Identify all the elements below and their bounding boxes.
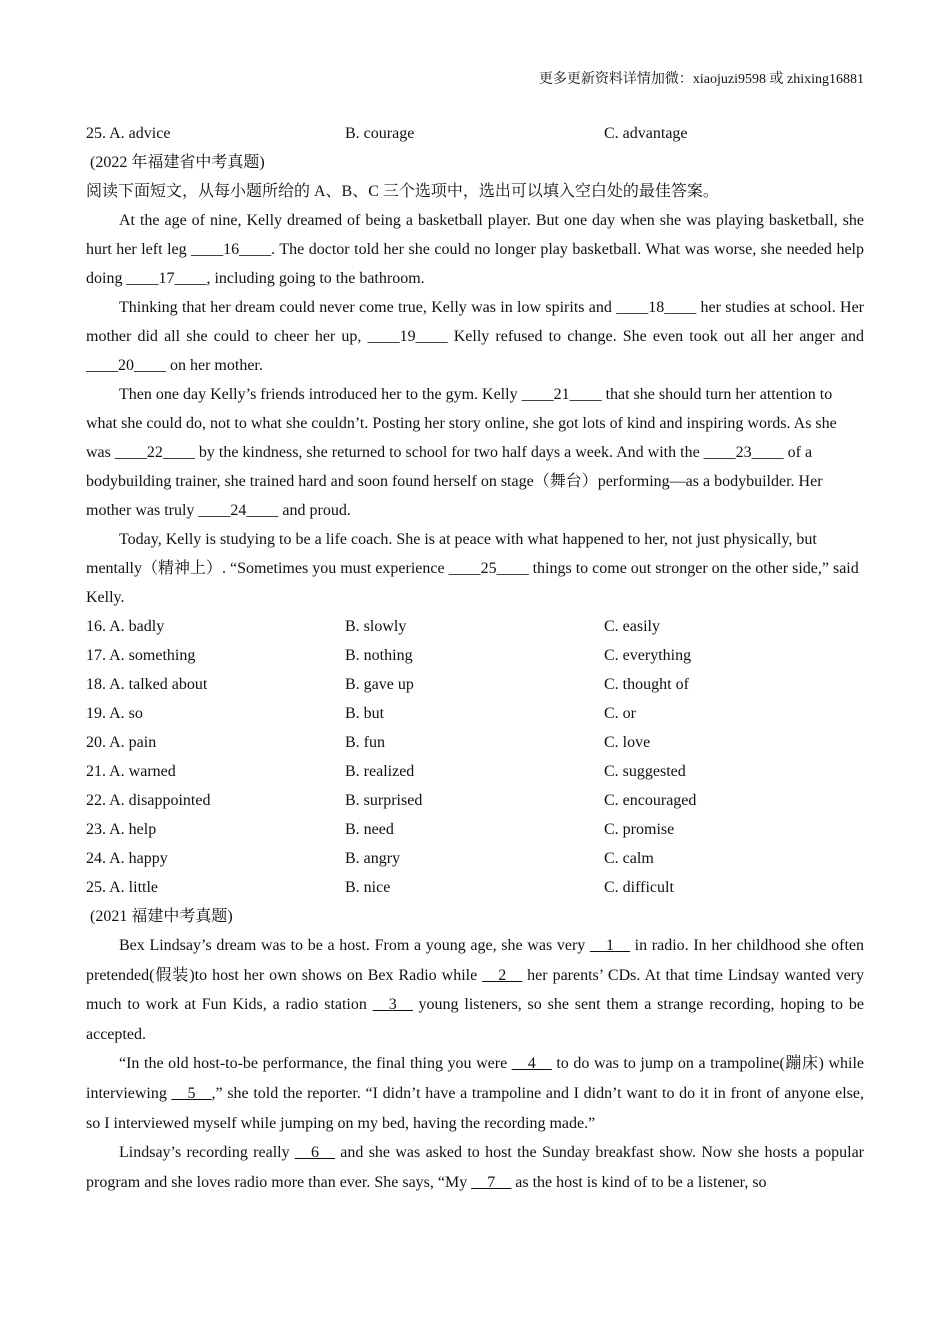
option-row bbox=[86, 119, 864, 148]
option-b: B. need bbox=[345, 821, 394, 838]
option-a: 16. A. badly bbox=[86, 618, 165, 635]
option-b: B. fun bbox=[345, 734, 385, 751]
source-note: (2022 年福建省中考真题) bbox=[90, 154, 265, 171]
passage-text: young listeners, so she sent them a strange recording, hoping to be accepted. bbox=[86, 996, 864, 1043]
option-b: B. angry bbox=[345, 850, 401, 867]
option-b: B. surprised bbox=[345, 792, 423, 809]
option-b: B. realized bbox=[345, 763, 415, 780]
option-b: B. gave up bbox=[345, 676, 414, 693]
passage-paragraph bbox=[86, 1049, 864, 1138]
option-a: 20. A. pain bbox=[86, 734, 157, 751]
option-a: 17. A. something bbox=[86, 647, 196, 664]
option-c: C. thought of bbox=[604, 676, 689, 693]
option-a: 25. A. advice bbox=[86, 125, 171, 142]
option-c: C. love bbox=[604, 734, 651, 751]
passage-text: ,” she told the reporter. “I didn’t have a trampoline and I didn’t want to do it in front of anyone else, so I interviewed myself while jumping on my bed, having the recording made.” bbox=[86, 1084, 864, 1132]
option-row bbox=[86, 815, 864, 844]
option-c: C. advantage bbox=[604, 125, 688, 142]
option-c: C. difficult bbox=[604, 879, 674, 896]
option-row bbox=[86, 728, 864, 757]
passage-paragraph bbox=[86, 1138, 864, 1197]
page-content bbox=[86, 119, 864, 1197]
option-row bbox=[86, 641, 864, 670]
option-b: B. nice bbox=[345, 879, 391, 896]
answer-blank: __3__ bbox=[372, 996, 413, 1014]
answer-blank: __5__ bbox=[171, 1084, 212, 1102]
option-a: 24. A. happy bbox=[86, 850, 168, 867]
passage-paragraph: Thinking that her dream could never come true, Kelly was in low spirits and ____18____ her studies at school. Her mother did all she could to cheer her up, ____19____ Kelly refused to change. She even took out all her anger and ____20____ on her mother. bbox=[86, 299, 864, 374]
answer-blank: __6__ bbox=[294, 1144, 335, 1162]
passage-text: Bex Lindsay’s dream was to be a host. From a young age, she was very bbox=[119, 937, 590, 954]
option-c: C. encouraged bbox=[604, 792, 697, 809]
passage-paragraph bbox=[86, 931, 864, 1049]
option-row bbox=[86, 757, 864, 786]
option-a: 22. A. disappointed bbox=[86, 792, 211, 809]
option-b: B. but bbox=[345, 705, 385, 722]
option-a: 23. A. help bbox=[86, 821, 157, 838]
answer-blank: __1__ bbox=[589, 937, 630, 954]
option-row bbox=[86, 786, 864, 815]
answer-blank: __4__ bbox=[511, 1055, 552, 1073]
option-a: 19. A. so bbox=[86, 705, 143, 722]
option-a: 18. A. talked about bbox=[86, 676, 208, 693]
option-row bbox=[86, 844, 864, 873]
option-b: B. slowly bbox=[345, 618, 407, 635]
option-c: C. promise bbox=[604, 821, 675, 838]
source-note: (2021 福建中考真题) bbox=[90, 908, 233, 925]
option-b: B. courage bbox=[345, 125, 415, 142]
page-header: 更多更新资料详情加微：xiaojuzi9598 或 zhixing16881 bbox=[538, 72, 864, 87]
option-row bbox=[86, 612, 864, 641]
option-row bbox=[86, 670, 864, 699]
option-b: B. nothing bbox=[345, 647, 413, 664]
passage-text: to do was to jump on a trampoline(蹦床) while interviewing bbox=[86, 1055, 864, 1102]
passage-text: in radio. In her childhood she often pretended(假装)to host her own shows on Bex Radio while bbox=[86, 937, 864, 984]
option-c: C. easily bbox=[604, 618, 660, 635]
option-row bbox=[86, 699, 864, 728]
instruction: 阅读下面短文，从每小题所给的 A、B、C 三个选项中，选出可以填入空白处的最佳答案。 bbox=[86, 183, 719, 200]
passage-paragraph: At the age of nine, Kelly dreamed of being a basketball player. But one day when she was playing basketball, she hurt her left leg ____16____. The doctor told her she could no longer play basketball. What was worse, she needed help doing ____17____, including going to the bathroom. bbox=[86, 212, 864, 287]
passage-paragraph: Today, Kelly is studying to be a life coach. She is at peace with what happened to her, not just physically, but mentally（精神上）. “Sometimes you must experience ____25____ things to come out stronger on the other side,” said Kelly. bbox=[86, 531, 859, 606]
passage-text: as the host is kind of to be a listener, so bbox=[511, 1173, 767, 1191]
option-c: C. or bbox=[604, 705, 636, 722]
passage-text: her parents’ CDs. At that time Lindsay wanted very much to work at Fun Kids, a radio station bbox=[86, 966, 864, 1014]
passage-text: and she was asked to host the Sunday breakfast show. Now she hosts a popular program and she loves radio more than ever. She says, “My bbox=[86, 1144, 864, 1191]
option-c: C. everything bbox=[604, 647, 692, 664]
answer-blank: __7__ bbox=[471, 1173, 512, 1191]
option-a: 25. A. little bbox=[86, 879, 158, 896]
option-c: C. calm bbox=[604, 850, 654, 867]
answer-blank: __2__ bbox=[482, 966, 523, 984]
options-list bbox=[86, 612, 864, 902]
option-c: C. suggested bbox=[604, 763, 686, 780]
passage-paragraph: Then one day Kelly’s friends introduced her to the gym. Kelly ____21____ that she should turn her attention to what she could do, not to what she couldn’t. Posting her story online, she got lots of kind and inspiring words. As she was ____22____ by the kindness, she returned to school for two half days a week. And with the ____23____ of a bodybuilding trainer, she trained hard and soon found herself on stage（舞台）performing—as a bodybuilder. Her mother was truly ____24____ and proud. bbox=[86, 386, 837, 519]
passage-text: “In the old host-to-be performance, the final thing you were bbox=[119, 1055, 512, 1073]
passage-text: Lindsay’s recording really bbox=[119, 1144, 295, 1162]
option-a: 21. A. warned bbox=[86, 763, 176, 780]
option-row bbox=[86, 873, 864, 902]
